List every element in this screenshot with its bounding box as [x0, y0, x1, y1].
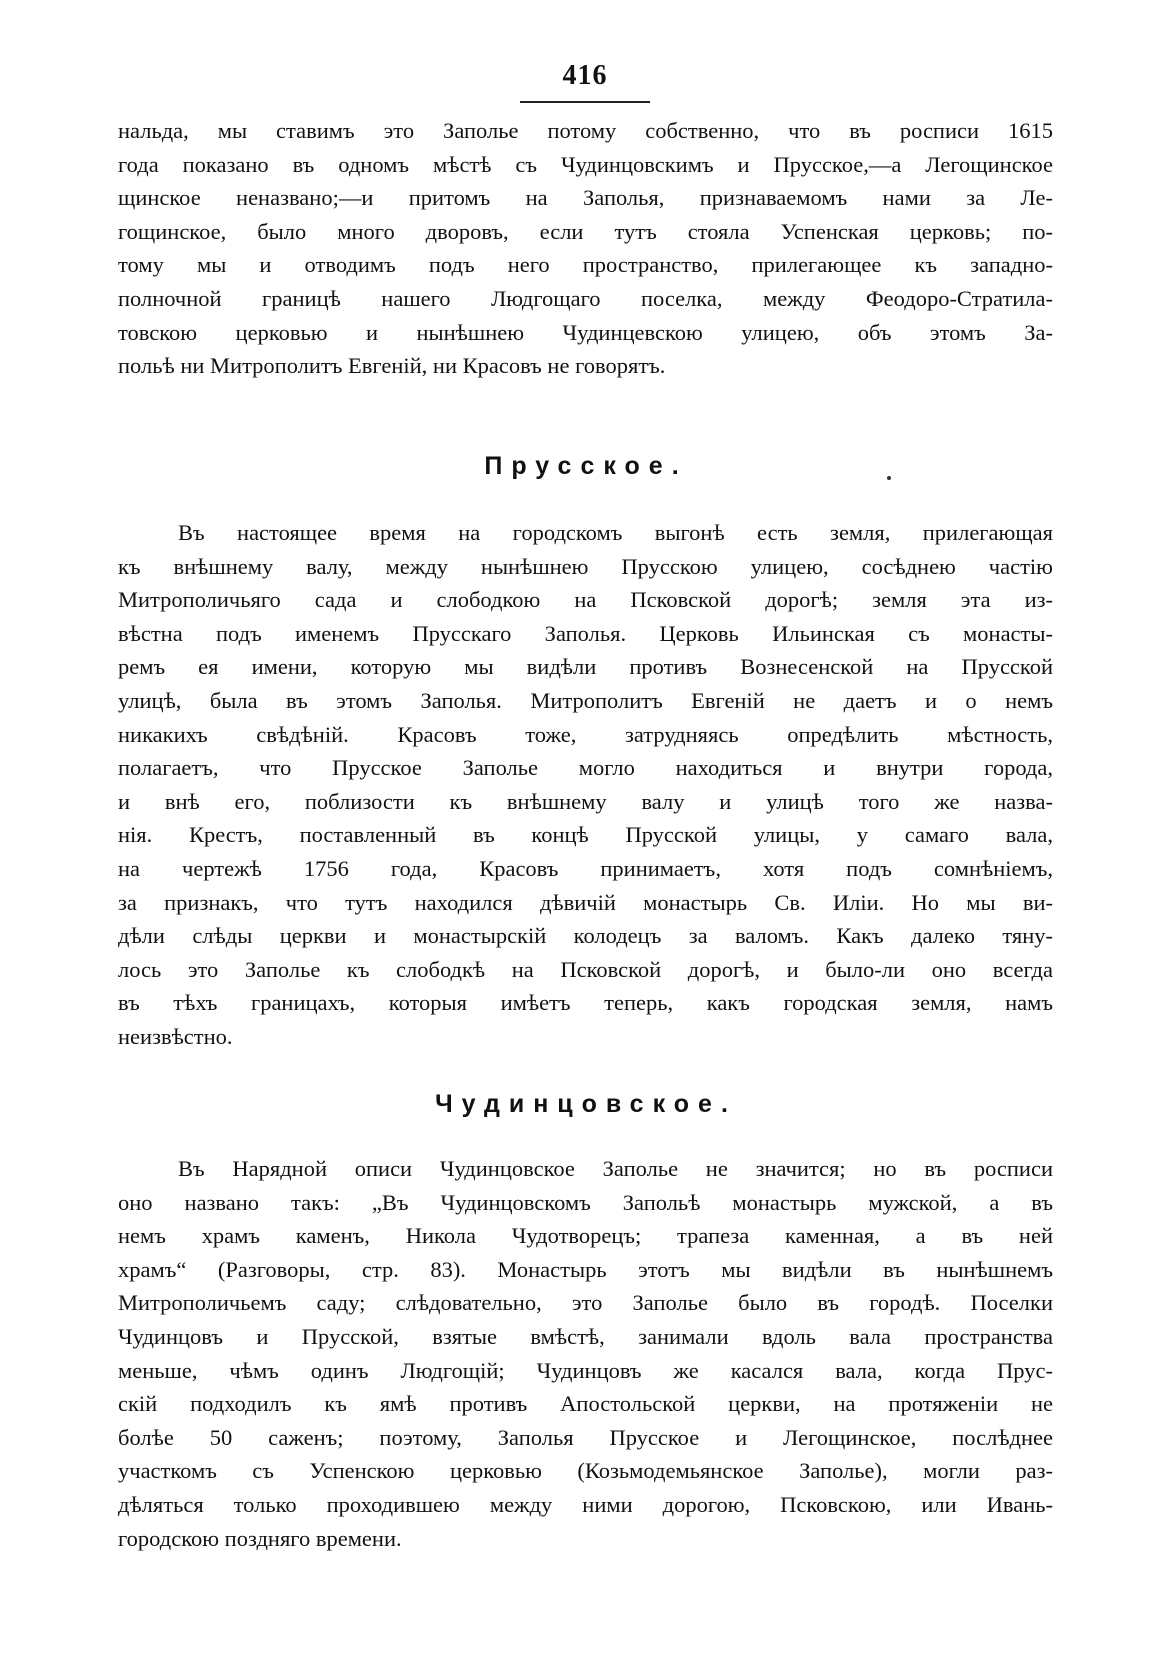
text-line: въ тѣхъ границахъ, которыя имѣетъ теперь, какъ городская земля, намъ — [118, 990, 1053, 1016]
text-line: Митрополичьемъ саду; слѣдовательно, это Заполье было въ городѣ. Поселки — [118, 1290, 1053, 1316]
text-line: вѣстна подъ именемъ Прусскаго Заполья. Церковь Ильинская съ монасты- — [118, 620, 1053, 646]
text-line: на чертежѣ 1756 года, Красовъ принимаетъ, хотя подъ сомнѣніемъ, — [118, 855, 1053, 881]
text-line: товскою церковью и нынѣшнею Чудинцевскою улицею, объ этомъ За- — [118, 319, 1053, 345]
text-line: и внѣ его, поблизости къ внѣшнему валу и улицѣ того же назва- — [118, 788, 1053, 814]
section-heading-chudintsovskoe: Чудинцовское. — [435, 1090, 737, 1118]
text-line: меньше, чѣмъ одинъ Людгощій; Чудинцовъ же касался вала, когда Прус- — [118, 1357, 1053, 1383]
text-line: немъ храмъ каменъ, Никола Чудотворецъ; трапеза каменная, а въ ней — [118, 1223, 1053, 1249]
text-line: участкомъ съ Успенскою церковью (Козьмодемьянское Заполье), могли раз- — [118, 1458, 1053, 1484]
text-line: Въ настоящее время на городскомъ выгонѣ есть земля, прилегающая — [178, 520, 1053, 545]
text-line: Митрополичьяго сада и слободкою на Псковской дорогѣ; земля эта из- — [118, 587, 1053, 613]
page-number-rule — [520, 101, 650, 103]
text-line: нія. Крестъ, поставленный въ концѣ Прусской улицы, у самаго вала, — [118, 822, 1053, 848]
text-line: гощинское, было много дворовъ, если тутъ стояла Успенская церковь; по- — [118, 218, 1053, 244]
text-line: дѣляться только проходившею между ними дорогою, Псковскою, или Ивань- — [118, 1491, 1053, 1517]
text-line: храмъ“ (Разговоры, стр. 83). Монастырь этотъ мы видѣли въ нынѣшнемъ — [118, 1256, 1053, 1282]
text-line: никакихъ свѣдѣній. Красовъ тоже, затрудняясь опредѣлить мѣстность, — [118, 721, 1053, 747]
intro-paragraph — [118, 114, 1053, 383]
text-line: полночной границѣ нашего Людгощаго поселка, между Феодоро-Стратила- — [118, 285, 1053, 311]
text-line: полагаетъ, что Прусское Заполье могло находиться и внутри города, — [118, 755, 1053, 781]
text-line: щинское неназвано;—и притомъ на Заполья, признаваемомъ нами за Ле- — [118, 185, 1053, 211]
text-line: Чудинцовъ и Прусской, взятые вмѣстѣ, занимали вдоль вала пространства — [118, 1323, 1053, 1349]
text-line: улицѣ, была въ этомъ Заполья. Митрополитъ Евгеній не даетъ и о немъ — [118, 687, 1053, 713]
section-heading-prusskoe: Прусское. — [484, 452, 688, 480]
text-line: оно названо такъ: „Въ Чудинцовскомъ Запольѣ монастырь мужской, а въ — [118, 1189, 1053, 1215]
text-line: за признакъ, что тутъ находился дѣвичій монастырь Св. Иліи. Но мы ви- — [118, 889, 1053, 915]
text-line: ремъ ея имени, которую мы видѣли противъ Вознесенской на Прусской — [118, 654, 1053, 680]
page-number: 416 — [562, 60, 608, 91]
text-line: скій подходилъ къ ямѣ противъ Апостольской церкви, на протяженіи не — [118, 1391, 1053, 1417]
text-line: тому мы и отводимъ подъ него пространство, прилегающее къ западно- — [118, 252, 1053, 278]
text-line: дѣли слѣды церкви и монастырскій колодецъ за валомъ. Какъ далеко тяну- — [118, 923, 1053, 949]
section-paragraph-prusskoe — [118, 516, 1053, 1054]
text-line: нальда, мы ставимъ это Заполье потому собственно, что въ росписи 1615 — [118, 118, 1053, 143]
text-line: городскою поздняго времени. — [118, 1525, 402, 1551]
text-line: неизвѣстно. — [118, 1023, 233, 1049]
text-line: къ внѣшнему валу, между нынѣшнею Прусскою улицею, сосѣднею частію — [118, 553, 1053, 579]
text-line: лось это Заполье къ слободкѣ на Псковской дорогѣ, и было-ли оно всегда — [118, 956, 1053, 982]
text-line: болѣе 50 саженъ; поэтому, Заполья Прусское и Легощинское, послѣднее — [118, 1424, 1053, 1450]
text-line: польѣ ни Митрополитъ Евгеній, ни Красовъ не говорятъ. — [118, 353, 666, 379]
text-line: года показано въ одномъ мѣстѣ съ Чудинцовскимъ и Прусское,—а Легощинское — [118, 151, 1053, 177]
text-line: Въ Нарядной описи Чудинцовское Заполье не значится; но въ росписи — [178, 1156, 1053, 1181]
section-paragraph-chudintsovskoe — [118, 1152, 1053, 1555]
print-speck — [887, 476, 891, 480]
